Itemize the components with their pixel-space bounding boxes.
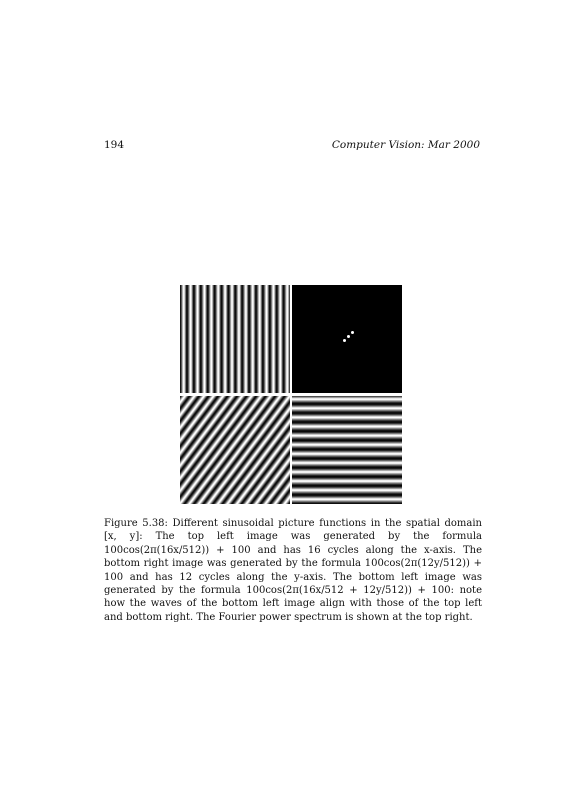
vertical-sinusoid-image	[180, 285, 290, 393]
spectrum-peak	[351, 331, 354, 334]
fourier-power-spectrum-image	[292, 285, 402, 393]
spectrum-peak	[343, 339, 346, 342]
diagonal-sinusoid-image	[180, 396, 290, 504]
running-head: Computer Vision: Mar 2000	[331, 139, 480, 151]
spectrum-peak	[347, 335, 350, 338]
caption-text: Figure 5.38: Different sinusoidal picture functions in the spatial domain [x, y]: The top left image was generated by the formula 100cos(2π(16x/512)) + 100 and has 16 cycles along the x-axis. The bottom right image was generated by the formula 100cos(2π(12y/512)) + 100 and has 12 cycles along the y-axis. The bottom left image was generated by the formula 100cos(2π(16x/512 + 12y/512)) + 100: note how the waves of the bottom left image align with those of the top left and bottom right. The Fourier power spectrum is shown at the top right.	[104, 518, 482, 623]
figure-5-38	[180, 285, 402, 504]
page-number: 194	[104, 139, 125, 151]
horizontal-sinusoid-image	[292, 396, 402, 504]
figure-caption	[104, 517, 482, 624]
